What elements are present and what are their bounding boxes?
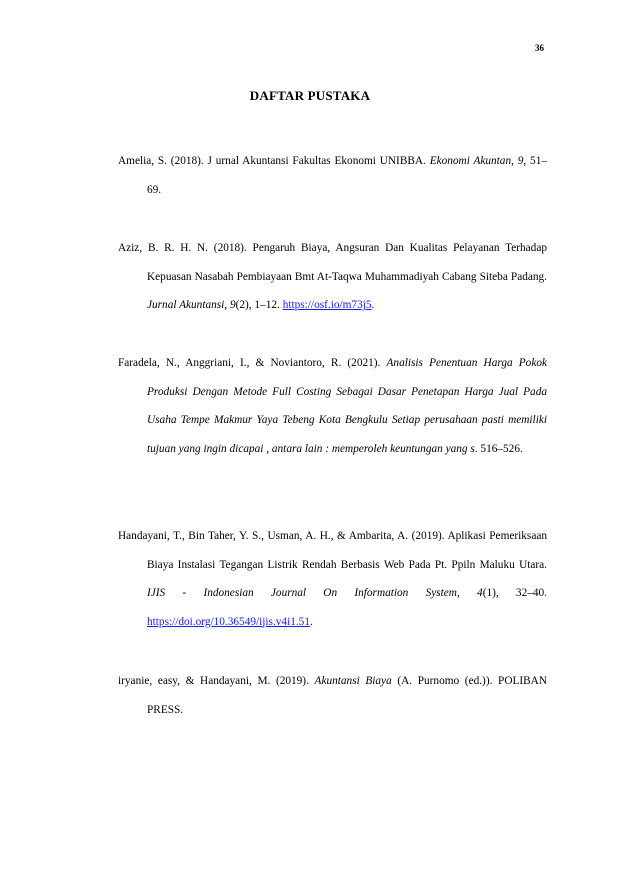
reference-entry [118,349,547,463]
reference-entry [118,147,547,204]
reference-entry [118,667,547,724]
reference-volume: 9 [517,155,524,167]
reference-title: Analisis Penentuan Harga Pokok Produksi Dengan Metode Full Costing Sebagai Dasar Penetapan Harga Jual Pada Usaha Tempe Makmur Yaya Tebeng Kota Bengkulu Setiap perusahaan pasti memiliki tujuan yang ingin dicapai , antara lain : memperoleh keuntungan yang s [147,357,547,455]
reference-journal: Ekonomi Akuntan [429,155,512,167]
reference-text: Faradela, N., Anggriani, I., & Noviantoro, R. (2021). [118,357,387,369]
reference-entry [118,522,547,636]
reference-journal: IJIS - Indonesian Journal On Information System [147,587,457,599]
page-number: 36 [535,43,544,53]
reference-text: , [224,299,230,311]
reference-text: (2), 1–12. [235,299,283,311]
reference-text: Amelia, S. (2018). J urnal Akuntansi Fakultas Ekonomi UNIBBA. [118,155,430,167]
reference-volume: 4 [477,587,483,599]
reference-text: . [309,615,313,628]
reference-link[interactable]: https://doi.org/10.36549/ijis.v4i1.51 [147,615,310,628]
reference-text: Aziz, B. R. H. N. (2018). Pengaruh Biaya, Angsuran Dan Kualitas Pelayanan Terhadap Kepuasan Nasabah Pembiayaan Bmt At-Taqwa Muhammadiyah Cabang Siteba Padang. [118,242,547,283]
reference-text: , [511,155,518,167]
page-title: DAFTAR PUSTAKA [249,88,371,103]
reference-text: iryanie, easy, & Handayani, M. (2019). [118,675,315,687]
reference-volume: 9 [229,299,236,311]
reference-text: Handayani, T., Bin Taher, Y. S., Usman, A. H., & Ambarita, A. (2019). Aplikasi Pemeriksaan Biaya Instalasi Tegangan Listrik Rendah Berbasis Web Pada Pt. Ppiln Maluku Utara. [118,530,547,571]
reference-link[interactable]: https://osf.io/m73j5 [282,299,372,311]
reference-text: , [456,587,478,599]
reference-journal: Jurnal Akuntansi [147,299,225,311]
reference-text: . [371,299,375,311]
reference-text: , 51–69. [147,155,547,196]
reference-text: (1), 32–40. [482,587,548,599]
reference-title: Akuntansi Biaya [314,675,392,687]
reference-text: (A. Purnomo (ed.)). POLIBAN PRESS. [147,675,547,716]
reference-entry [118,234,547,320]
reference-text: . 516–526. [474,442,523,455]
